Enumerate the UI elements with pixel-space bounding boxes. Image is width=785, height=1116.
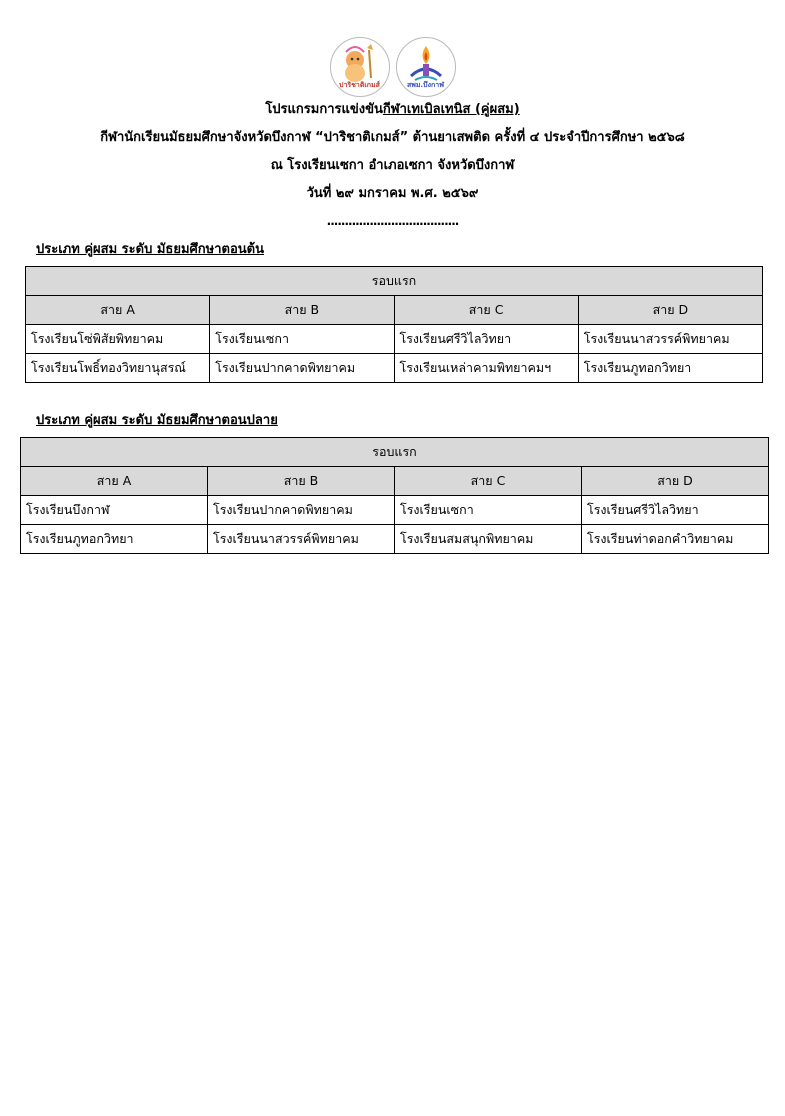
event-date: วันที่ ๒๙ มกราคม พ.ศ. ๒๕๖๙ (306, 186, 479, 201)
group-header: สาย D (582, 467, 769, 496)
table-row (21, 525, 769, 554)
program-title (0, 101, 785, 119)
program-title-prefix: โปรแกรมการแข่งขัน (265, 102, 383, 117)
group-header: สาย D (578, 296, 762, 325)
parichat-games-mascot-logo (330, 37, 390, 97)
bracket-table-junior (25, 266, 763, 383)
round-header-row (26, 267, 763, 296)
school-cell: โรงเรียนศรีวิไลวิทยา (582, 496, 769, 525)
school-cell: โรงเรียนนาสวรรค์พิทยาคม (578, 325, 762, 354)
group-header: สาย C (395, 467, 582, 496)
section-title-junior: ประเภท คู่ผสม ระดับ มัธยมศึกษาตอนต้น (36, 242, 265, 257)
school-cell: โรงเรียนภูทอกวิทยา (21, 525, 208, 554)
school-cell: โรงเรียนท่าดอกคำวิทยาคม (582, 525, 769, 554)
dotted-separator: ..................................... (326, 214, 459, 228)
group-header-row (26, 296, 763, 325)
table-row (26, 325, 763, 354)
school-cell: โรงเรียนโซ่พิสัยพิทยาคม (26, 325, 210, 354)
venue: ณ โรงเรียนเซกา อำเภอเซกา จังหวัดบึงกาฬ (270, 158, 515, 173)
round-header: รอบแรก (26, 267, 763, 296)
group-header: สาย C (394, 296, 578, 325)
round-header: รอบแรก (21, 438, 769, 467)
sport-name: กีฬาเทเบิลเทนิส (คู่ผสม) (382, 102, 520, 117)
section-title-senior: ประเภท คู่ผสม ระดับ มัธยมศึกษาตอนปลาย (36, 413, 278, 428)
school-cell: โรงเรียนนาสวรรค์พิทยาคม (208, 525, 395, 554)
group-header: สาย A (21, 467, 208, 496)
school-cell: โรงเรียนภูทอกวิทยา (578, 354, 762, 383)
group-header: สาย A (26, 296, 210, 325)
logo-bar (0, 37, 785, 97)
left-logo-text: ปาริชาติเกมส์ (339, 81, 380, 89)
school-cell: โรงเรียนโพธิ์ทองวิทยานุสรณ์ (26, 354, 210, 383)
table-row (26, 354, 763, 383)
school-cell: โรงเรียนเซกา (210, 325, 394, 354)
round-header-row (21, 438, 769, 467)
school-cell: โรงเรียนศรีวิไลวิทยา (394, 325, 578, 354)
right-logo-text: สพม.บึงกาฬ (407, 81, 444, 89)
group-header-row (21, 467, 769, 496)
group-header: สาย B (208, 467, 395, 496)
district-office-logo (396, 37, 456, 97)
school-cell: โรงเรียนสมสนุกพิทยาคม (395, 525, 582, 554)
school-cell: โรงเรียนเซกา (395, 496, 582, 525)
school-cell: โรงเรียนปากคาดพิทยาคม (208, 496, 395, 525)
school-cell: โรงเรียนปากคาดพิทยาคม (210, 354, 394, 383)
group-header: สาย B (210, 296, 394, 325)
table-row (21, 496, 769, 525)
event-name: กีฬานักเรียนมัธยมศึกษาจังหวัดบึงกาฬ “ปาริชาติเกมส์” ต้านยาเสพติด ครั้งที่ ๔ ประจำปีการศึกษา ๒๕๖๘ (100, 130, 685, 145)
school-cell: โรงเรียนเหล่าคามพิทยาคมฯ (394, 354, 578, 383)
bracket-table-senior (20, 437, 769, 554)
school-cell: โรงเรียนบึงกาฬ (21, 496, 208, 525)
